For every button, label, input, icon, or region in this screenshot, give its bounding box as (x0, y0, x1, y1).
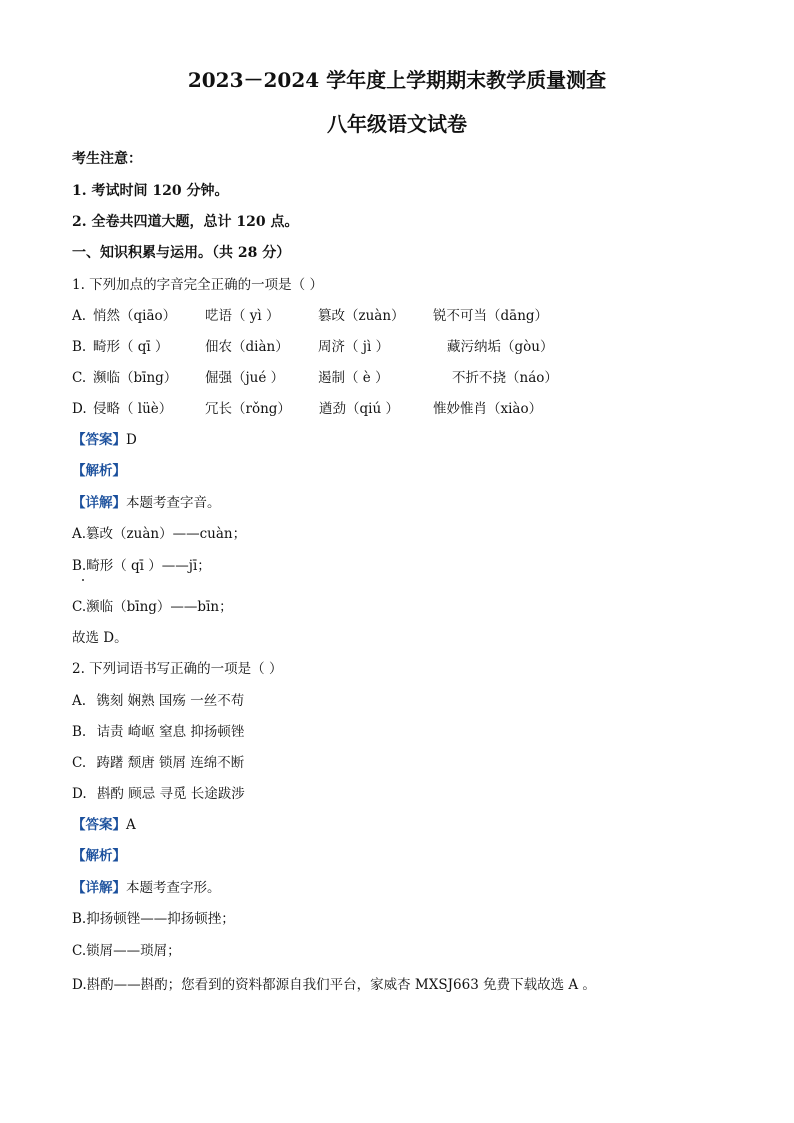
notice-item-1: 1. 考试时间 120 分钟。 (72, 183, 229, 199)
question-2-stem: 2. 下列词语书写正确的一项是（ ） (72, 661, 283, 677)
option-text: 踌躇 颓唐 锁屑 连绵不断 (96, 755, 245, 771)
option-word: 遏制（ è ） (318, 370, 389, 386)
question-2-option-d (72, 785, 245, 803)
option-word: 侵略（ lüè） (93, 401, 173, 417)
option-word: 藏污纳垢（gòu） (447, 339, 554, 355)
question-2-option-a (72, 692, 244, 710)
option-word: 锐不可当（dāng） (433, 308, 549, 324)
option-word: 周济（ jì ） (318, 339, 390, 355)
analysis-line (72, 462, 126, 480)
analysis-line (72, 847, 126, 865)
option-label: C. (72, 755, 87, 771)
notice-item-2: 2. 全卷共四道大题，总计 120 点。 (72, 214, 299, 230)
option-word: 冗长（rǒng） (205, 401, 291, 417)
option-label: B. (72, 724, 87, 740)
explanation-line: A.篡改（zuàn）——cuàn； (72, 526, 247, 542)
option-word: 佃农（diàn） (205, 339, 289, 355)
answer-line (72, 431, 137, 449)
explanation-line: B.畸形（ qī ）——jī； (72, 558, 211, 574)
option-label: C. (72, 370, 87, 386)
answer-tag: 【答案】 (72, 817, 126, 833)
detail-line (72, 879, 221, 897)
detail-text: 本题考查字音。 (126, 495, 221, 511)
explanation-line: B.抑扬顿锉——抑扬顿挫； (72, 911, 235, 927)
option-text: 诘责 崎岖 窒息 抑扬顿锉 (96, 724, 245, 740)
notice-heading: 考生注意： (72, 151, 142, 167)
section-heading: 一、知识积累与运用。（共 28 分） (72, 245, 291, 261)
option-word: 倔强（jué ） (205, 370, 285, 386)
option-word: 惟妙惟肖（xiào） (433, 401, 543, 417)
analysis-tag: 【解析】 (72, 848, 126, 864)
option-label: D. (72, 401, 87, 417)
option-word: 呓语（ yì ） (205, 308, 280, 324)
option-label: A. (72, 308, 87, 324)
detail-line (72, 494, 221, 512)
detail-tag: 【详解】 (72, 495, 126, 511)
question-2-option-c (72, 754, 244, 772)
option-label: D. (72, 786, 87, 802)
stray-dot (82, 579, 84, 581)
page-subtitle: 八年级语文试卷 (327, 112, 467, 136)
option-label: B. (72, 339, 87, 355)
option-text: 斟酌 顾忌 寻觅 长途跋涉 (96, 786, 245, 802)
option-word: 篡改（zuàn） (318, 308, 405, 324)
option-label: A. (72, 693, 87, 709)
conclusion-line: 故选 D。 (72, 630, 128, 646)
page-title: 2023－2024 学年度上学期期末教学质量测查 (187, 68, 607, 92)
explanation-line: C.锁屑——琐屑； (72, 943, 181, 959)
explanation-line: D.斟酌——斟酌；您看到的资料都源自我们平台，家威杏 MXSJ663 免费下载故选 A 。 (72, 977, 596, 993)
analysis-tag: 【解析】 (72, 463, 126, 479)
option-word: 畸形（ qī ） (93, 339, 169, 355)
answer-tag: 【答案】 (72, 432, 126, 448)
option-word: 遒劲（qiú ） (319, 401, 399, 417)
answer-line (72, 816, 136, 834)
detail-tag: 【详解】 (72, 880, 126, 896)
question-1-stem: 1. 下列加点的字音完全正确的一项是（ ） (72, 277, 323, 293)
option-word: 不折不挠（náo） (452, 370, 558, 386)
option-word: 濒临（bīng） (93, 370, 178, 386)
explanation-line: C.濒临（bīng）——bīn； (72, 599, 233, 615)
option-word: 悄然（qiāo） (93, 308, 177, 324)
answer-value: D (126, 432, 137, 448)
answer-value: A (126, 817, 136, 833)
detail-text: 本题考查字形。 (126, 880, 221, 896)
question-2-option-b (72, 723, 244, 741)
option-text: 镌刻 娴熟 国殇 一丝不苟 (96, 693, 245, 709)
